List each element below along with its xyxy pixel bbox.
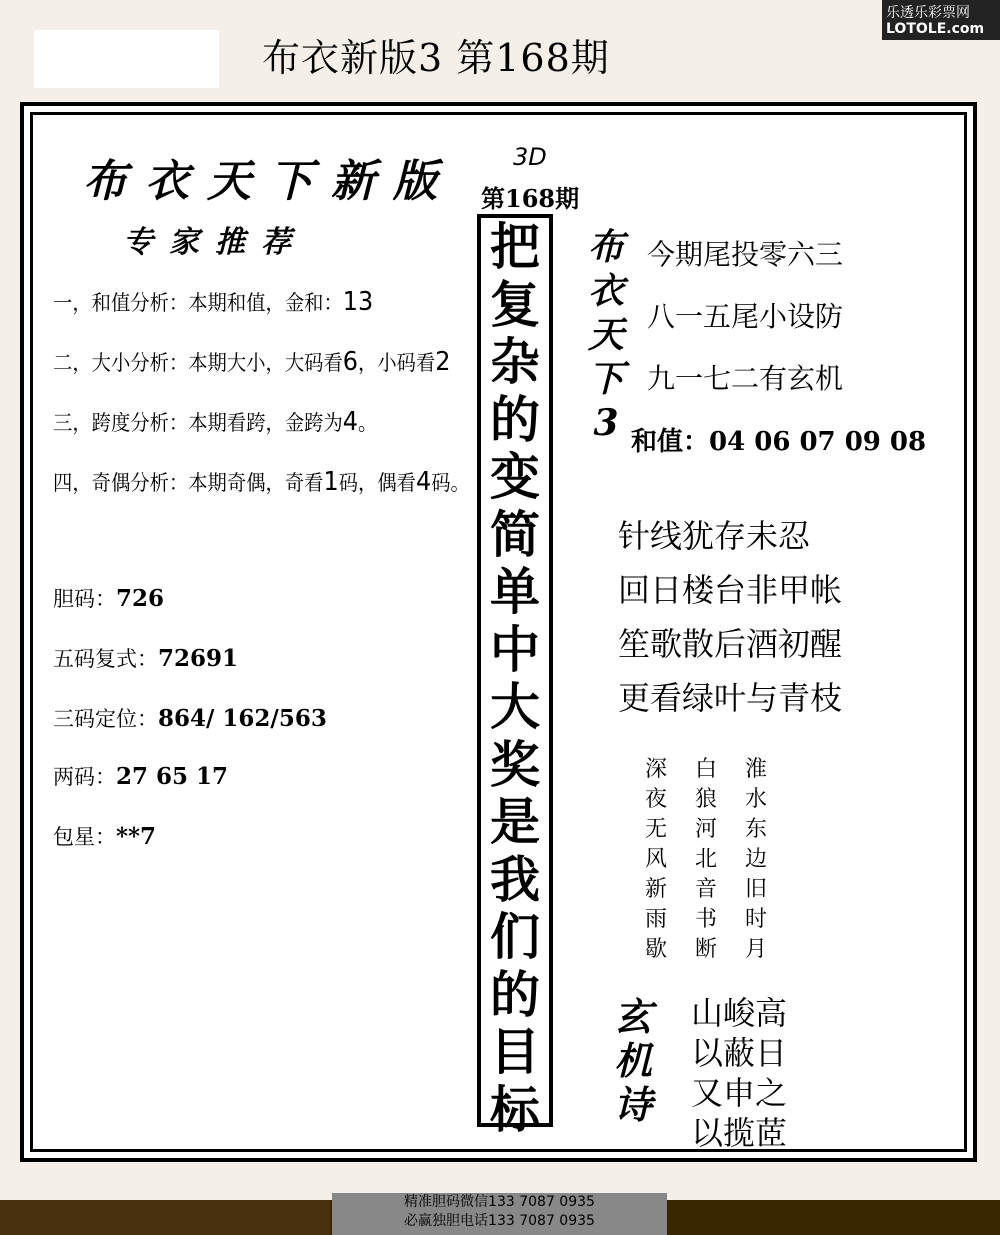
slogan-char: 复 [490, 274, 540, 334]
grid-char: 音 [695, 877, 718, 902]
pick-two [53, 761, 228, 791]
brand-char: 下 [587, 358, 624, 400]
issue-3d: 3D [513, 143, 547, 171]
pick-five [53, 643, 238, 673]
analysis-label: 码，偶看 [338, 471, 416, 495]
slogan-char: 奖 [490, 734, 540, 794]
slogan-char: 把 [490, 217, 540, 276]
analysis-end: 。 [358, 411, 378, 435]
grid-char: 无 [645, 817, 668, 842]
analysis-label: 一，和值分析：本期和值，金和： [53, 291, 343, 315]
slogan-char: 杂 [490, 332, 540, 391]
grid-poem-column [645, 755, 675, 965]
grid-char: 夜 [645, 787, 668, 812]
grid-char: 月 [745, 937, 768, 962]
header [0, 0, 1000, 98]
grid-char: 书 [695, 907, 718, 932]
analysis-odd-even [53, 467, 470, 497]
site-badge[interactable] [882, 0, 1000, 40]
grid-char: 雨 [645, 907, 668, 932]
grid-char: 新 [645, 877, 668, 902]
brand-title: 布衣天下新版 [83, 156, 455, 207]
grid-char: 淮 [745, 757, 768, 782]
analysis-label: 四，奇偶分析：本期奇偶，奇看 [53, 471, 324, 495]
pick-value: 864/ 162/563 [158, 705, 327, 732]
slogan-char: 变 [490, 447, 540, 506]
footer-bar-left [0, 1200, 330, 1235]
contact-wechat: 精准胆码微信133 7087 0935 [404, 1194, 595, 1210]
site-domain: LOTOLE.com [886, 21, 985, 37]
poem-line: 针线犹存未忍 [618, 517, 811, 555]
pick-dan [53, 583, 164, 613]
poem-line: 笙歌散后酒初醒 [618, 625, 843, 663]
issue-number: 第168期 [481, 184, 580, 213]
pick-value: 27 65 17 [116, 763, 229, 790]
riddle-line: 山峻高 [691, 994, 788, 1032]
logo-placeholder [34, 30, 219, 88]
slogan-char: 标 [490, 1079, 540, 1139]
analysis-label: 三，跨度分析：本期看跨，金跨为 [53, 411, 343, 435]
grid-char: 时 [745, 907, 768, 932]
sum-values: 和值：04 06 07 09 08 [631, 427, 927, 457]
pick-label: 三码定位： [53, 707, 158, 731]
pick-value: **7 [116, 823, 157, 850]
grid-char: 断 [695, 937, 718, 962]
brand-vertical [581, 225, 631, 445]
contact-box [332, 1193, 667, 1235]
tip-line: 八一五尾小设防 [647, 300, 844, 333]
riddle-line: 又申之 [691, 1074, 788, 1112]
analysis-size [53, 347, 451, 377]
pick-label: 胆码： [53, 587, 116, 611]
pick-label: 两码： [53, 765, 116, 789]
grid-char: 河 [695, 817, 718, 842]
brand-char: 布 [587, 226, 624, 268]
grid-char: 北 [695, 847, 718, 872]
grid-char: 水 [745, 787, 768, 812]
riddle-poem-label [608, 995, 658, 1127]
tip-line: 今期尾投零六三 [647, 238, 844, 271]
grid-char: 风 [645, 847, 668, 872]
grid-poem-column [695, 755, 725, 965]
page-title: 布衣新版3 第168期 [262, 36, 610, 80]
grid-char: 狼 [695, 787, 718, 812]
slogan-char: 我 [490, 849, 540, 909]
poem-line: 更看绿叶与青枝 [618, 679, 843, 717]
site-name: 乐透乐彩票网 [886, 5, 970, 21]
grid-char: 边 [745, 847, 768, 872]
analysis-end: 码。 [431, 471, 470, 495]
label-char: 玄 [613, 994, 652, 1039]
expert-subtitle: 专家推荐 [123, 225, 307, 260]
tip-line: 九一七二有玄机 [647, 362, 844, 395]
brand-char: 衣 [587, 270, 624, 312]
grid-char: 深 [645, 757, 668, 782]
pick-position [53, 703, 327, 733]
grid-char: 旧 [745, 877, 768, 902]
riddle-line: 以揽茝 [691, 1114, 788, 1152]
pick-label: 包星： [53, 825, 116, 849]
analysis-sum [53, 287, 373, 317]
pick-label: 五码复式： [53, 647, 158, 671]
grid-char: 白 [695, 757, 718, 782]
analysis-value: 2 [435, 347, 451, 377]
grid-char: 东 [745, 817, 768, 842]
slogan-char: 的 [490, 389, 540, 449]
label-char: 诗 [613, 1082, 652, 1127]
slogan-char: 们 [490, 907, 540, 966]
label-char: 机 [613, 1038, 652, 1083]
pick-value: 726 [116, 585, 165, 612]
slogan-char: 单 [490, 562, 540, 621]
poem-line: 回日楼台非甲帐 [618, 571, 843, 609]
analysis-value: 4 [415, 467, 432, 497]
slogan-char: 大 [490, 677, 540, 736]
slogan-char: 的 [490, 964, 540, 1024]
analysis-value: 13 [342, 287, 374, 317]
analysis-value: 4 [342, 407, 359, 437]
analysis-value: 6 [342, 347, 359, 377]
slogan-char: 中 [490, 619, 540, 679]
brand-char: 3 [593, 402, 619, 444]
pick-value: 72691 [158, 645, 239, 672]
slogan-column [477, 214, 553, 1139]
riddle-line: 以蔽日 [691, 1034, 788, 1072]
analysis-value: 1 [323, 467, 339, 497]
brand-char: 天 [587, 314, 624, 356]
analysis-span [53, 407, 377, 437]
pick-star [53, 821, 156, 851]
lottery-board [20, 102, 977, 1162]
slogan-char: 简 [490, 504, 540, 564]
slogan-char: 目 [490, 1022, 540, 1081]
board-frame [30, 112, 967, 1152]
contact-phone: 必赢独胆电话133 7087 0935 [404, 1213, 595, 1229]
grid-poem-column [745, 755, 775, 965]
analysis-label: 二，大小分析：本期大小，大码看 [53, 351, 343, 375]
slogan-char: 是 [490, 792, 540, 851]
grid-char: 歇 [645, 937, 668, 962]
analysis-label: ，小码看 [358, 351, 436, 375]
riddle-poem [691, 993, 787, 1153]
